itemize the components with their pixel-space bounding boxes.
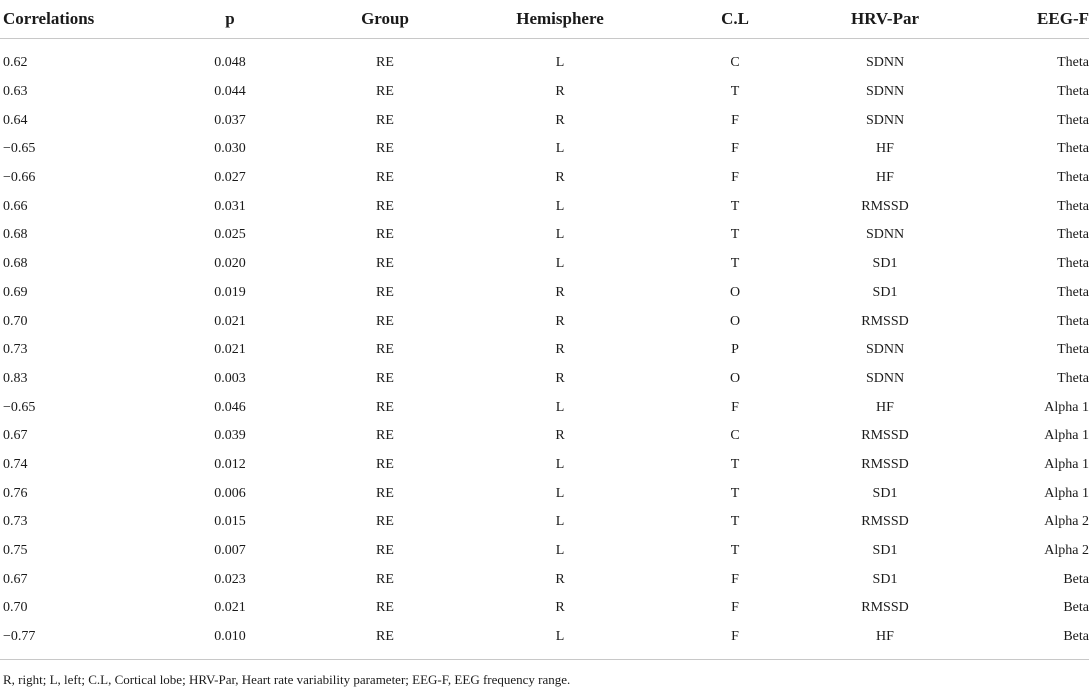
cell-hrv-par: SDNN	[865, 227, 905, 243]
cell-hemisphere: L	[555, 256, 565, 272]
cell-hemisphere: R	[555, 342, 565, 358]
cell-correlation: −0.66	[3, 170, 36, 186]
table-row	[0, 192, 1089, 221]
cell-hrv-par: SD1	[872, 543, 898, 559]
header-p: p	[150, 0, 310, 39]
cell-group: RE	[376, 571, 394, 587]
cell-cortical-lobe: F	[731, 399, 739, 415]
cell-hemisphere: R	[555, 284, 565, 300]
cell-group: RE	[376, 629, 394, 645]
cell-cortical-lobe: F	[731, 571, 739, 587]
cell-eeg-f: Theta	[1057, 256, 1089, 272]
cell-p: 0.031	[214, 198, 246, 214]
table-footnote: R, right; L, left; C.L, Cortical lobe; HRV-Par, Heart rate variability parameter; EEG-F, EEG frequency range.	[3, 672, 571, 687]
cell-group: RE	[376, 141, 394, 157]
table-row	[0, 279, 1089, 308]
cell-correlation: 0.62	[3, 55, 28, 71]
cell-hrv-par: SD1	[872, 256, 898, 272]
table-row	[0, 479, 1089, 508]
cell-hemisphere: L	[555, 399, 565, 415]
cell-hemisphere: R	[555, 112, 565, 128]
cell-hemisphere: R	[555, 170, 565, 186]
cell-eeg-f: Theta	[1057, 342, 1089, 358]
cell-eeg-f: Alpha 1	[1044, 399, 1089, 415]
cell-cortical-lobe: F	[731, 112, 739, 128]
cell-cortical-lobe: P	[731, 342, 739, 358]
cell-group: RE	[376, 198, 394, 214]
table-row	[0, 594, 1089, 623]
table-row	[0, 537, 1089, 566]
header-hrv-par: HRV-Par	[810, 0, 960, 39]
cell-hrv-par: RMSSD	[861, 428, 909, 444]
cell-cortical-lobe: T	[730, 456, 740, 472]
cell-group: RE	[376, 170, 394, 186]
cell-correlation: 0.68	[3, 227, 28, 243]
cell-group: RE	[376, 370, 394, 386]
cell-p: 0.015	[214, 514, 246, 530]
table-row	[0, 422, 1089, 451]
cell-p: 0.003	[214, 370, 246, 386]
cell-p: 0.010	[214, 629, 246, 645]
table-bottom-rule	[0, 659, 1089, 660]
cell-group: RE	[376, 112, 394, 128]
cell-p: 0.006	[214, 485, 246, 501]
cell-hemisphere: R	[555, 370, 565, 386]
cell-correlation: 0.69	[3, 284, 28, 300]
cell-hrv-par: RMSSD	[861, 456, 909, 472]
cell-eeg-f: Beta	[1063, 571, 1089, 587]
table-row	[0, 135, 1089, 164]
table-row	[0, 565, 1089, 594]
cell-hemisphere: R	[555, 313, 565, 329]
cell-correlation: 0.63	[3, 84, 28, 100]
cell-correlation: 0.66	[3, 198, 28, 214]
cell-hemisphere: L	[555, 456, 565, 472]
cell-group: RE	[376, 55, 394, 71]
cell-cortical-lobe: O	[729, 284, 741, 300]
cell-p: 0.044	[214, 84, 246, 100]
table-row	[0, 336, 1089, 365]
cell-correlation: −0.65	[3, 141, 36, 157]
cell-cortical-lobe: T	[730, 198, 740, 214]
cell-cortical-lobe: T	[730, 485, 740, 501]
cell-p: 0.012	[214, 456, 246, 472]
table-body	[0, 39, 1089, 652]
cell-eeg-f: Alpha 1	[1044, 485, 1089, 501]
cell-group: RE	[376, 428, 394, 444]
table-row	[0, 623, 1089, 652]
cell-group: RE	[376, 485, 394, 501]
header-correlations: Correlations	[0, 0, 150, 39]
header-row	[0, 0, 1089, 39]
cell-hemisphere: R	[555, 600, 565, 616]
cell-p: 0.007	[214, 543, 246, 559]
cell-correlation: 0.64	[3, 112, 28, 128]
table-row	[0, 106, 1089, 135]
cell-hemisphere: L	[555, 543, 565, 559]
cell-hrv-par: HF	[876, 141, 894, 157]
table-header	[0, 0, 1089, 39]
cell-correlation: 0.73	[3, 342, 28, 358]
cell-hrv-par: SDNN	[865, 342, 905, 358]
cell-eeg-f: Alpha 1	[1044, 428, 1089, 444]
cell-p: 0.020	[214, 256, 246, 272]
cell-correlation: 0.67	[3, 571, 28, 587]
cell-p: 0.027	[214, 170, 246, 186]
cell-cortical-lobe: F	[731, 600, 739, 616]
cell-cortical-lobe: O	[729, 370, 741, 386]
cell-eeg-f: Theta	[1057, 55, 1089, 71]
cell-eeg-f: Theta	[1057, 170, 1089, 186]
cell-correlation: 0.74	[3, 456, 28, 472]
cell-p: 0.025	[214, 227, 246, 243]
cell-hemisphere: L	[555, 141, 565, 157]
cell-hemisphere: L	[555, 55, 565, 71]
cell-hemisphere: L	[555, 198, 565, 214]
table-row	[0, 307, 1089, 336]
cell-hemisphere: R	[555, 571, 565, 587]
cell-eeg-f: Beta	[1063, 600, 1089, 616]
cell-group: RE	[376, 84, 394, 100]
cell-cortical-lobe: O	[729, 313, 741, 329]
cell-hrv-par: HF	[876, 170, 894, 186]
cell-cortical-lobe: F	[731, 141, 739, 157]
table-row	[0, 164, 1089, 193]
cell-cortical-lobe: C	[730, 55, 740, 71]
cell-eeg-f: Alpha 2	[1044, 514, 1089, 530]
cell-hemisphere: L	[555, 227, 565, 243]
cell-p: 0.021	[214, 313, 246, 329]
cell-eeg-f: Theta	[1057, 370, 1089, 386]
table-row	[0, 393, 1089, 422]
header-cortical-lobe: C.L	[660, 0, 810, 39]
table-row	[0, 250, 1089, 279]
cell-hrv-par: RMSSD	[861, 198, 909, 214]
cell-cortical-lobe: T	[730, 543, 740, 559]
cell-correlation: −0.77	[3, 629, 36, 645]
cell-hemisphere: R	[555, 84, 565, 100]
cell-hrv-par: SDNN	[865, 370, 905, 386]
cell-p: 0.019	[214, 284, 246, 300]
cell-hemisphere: L	[555, 514, 565, 530]
cell-group: RE	[376, 514, 394, 530]
table-row	[0, 365, 1089, 394]
cell-hrv-par: HF	[876, 399, 894, 415]
cell-group: RE	[376, 399, 394, 415]
cell-hrv-par: HF	[876, 629, 894, 645]
cell-cortical-lobe: F	[731, 629, 739, 645]
cell-eeg-f: Theta	[1057, 141, 1089, 157]
cell-p: 0.023	[214, 571, 246, 587]
cell-eeg-f: Alpha 1	[1044, 456, 1089, 472]
cell-hrv-par: RMSSD	[861, 600, 909, 616]
cell-group: RE	[376, 600, 394, 616]
cell-p: 0.037	[214, 112, 246, 128]
cell-correlation: 0.70	[3, 600, 28, 616]
header-eeg-f: EEG-F	[960, 0, 1089, 39]
cell-correlation: 0.67	[3, 428, 28, 444]
cell-hrv-par: SDNN	[865, 55, 905, 71]
cell-hrv-par: SDNN	[865, 112, 905, 128]
cell-correlation: 0.75	[3, 543, 28, 559]
cell-cortical-lobe: F	[731, 170, 739, 186]
header-group: Group	[310, 0, 460, 39]
cell-eeg-f: Theta	[1057, 112, 1089, 128]
cell-group: RE	[376, 456, 394, 472]
table-row	[0, 39, 1089, 78]
cell-correlation: 0.76	[3, 485, 28, 501]
cell-cortical-lobe: C	[730, 428, 740, 444]
cell-p: 0.046	[214, 399, 246, 415]
cell-hrv-par: RMSSD	[861, 514, 909, 530]
cell-eeg-f: Beta	[1063, 629, 1089, 645]
cell-hrv-par: RMSSD	[861, 313, 909, 329]
cell-group: RE	[376, 543, 394, 559]
cell-eeg-f: Theta	[1057, 84, 1089, 100]
cell-eeg-f: Theta	[1057, 198, 1089, 214]
table-row	[0, 451, 1089, 480]
cell-p: 0.030	[214, 141, 246, 157]
header-hemisphere: Hemisphere	[460, 0, 660, 39]
cell-p: 0.021	[214, 342, 246, 358]
cell-cortical-lobe: T	[730, 514, 740, 530]
cell-eeg-f: Theta	[1057, 227, 1089, 243]
cell-correlation: 0.68	[3, 256, 28, 272]
cell-group: RE	[376, 227, 394, 243]
cell-cortical-lobe: T	[730, 227, 740, 243]
cell-p: 0.021	[214, 600, 246, 616]
cell-correlation: 0.83	[3, 370, 28, 386]
cell-eeg-f: Alpha 2	[1044, 543, 1089, 559]
cell-group: RE	[376, 284, 394, 300]
cell-eeg-f: Theta	[1057, 313, 1089, 329]
table-row	[0, 78, 1089, 107]
cell-group: RE	[376, 313, 394, 329]
cell-hemisphere: L	[555, 629, 565, 645]
cell-hrv-par: SD1	[872, 485, 898, 501]
table-row	[0, 221, 1089, 250]
cell-group: RE	[376, 342, 394, 358]
cell-correlation: 0.70	[3, 313, 28, 329]
cell-hemisphere: R	[555, 428, 565, 444]
cell-correlation: −0.65	[3, 399, 36, 415]
cell-hrv-par: SDNN	[865, 84, 905, 100]
cell-p: 0.039	[214, 428, 246, 444]
cell-hrv-par: SD1	[872, 284, 898, 300]
table-row	[0, 508, 1089, 537]
cell-group: RE	[376, 256, 394, 272]
cell-hemisphere: L	[555, 485, 565, 501]
cell-hrv-par: SD1	[872, 571, 898, 587]
cell-correlation: 0.73	[3, 514, 28, 530]
cell-eeg-f: Theta	[1057, 284, 1089, 300]
cell-cortical-lobe: T	[730, 256, 740, 272]
cell-cortical-lobe: T	[730, 84, 740, 100]
cell-p: 0.048	[214, 55, 246, 71]
